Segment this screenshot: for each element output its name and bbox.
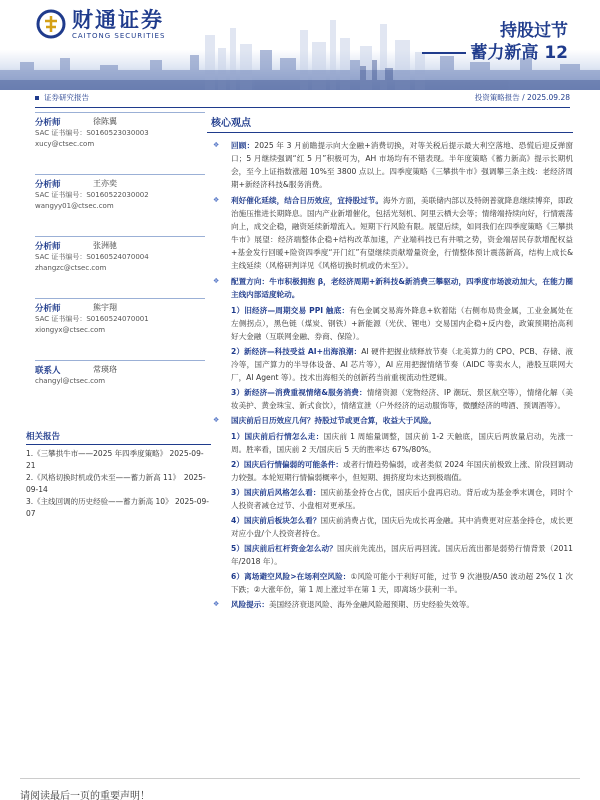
analyst-card <box>35 112 205 166</box>
sub-item-text: 国庆前先流出，国庆后再回流。国庆后流出都是弱势行情背景（2011 年/2018 年）。 <box>231 544 573 566</box>
core-views-title: 核心观点 <box>207 112 573 133</box>
related-report-item[interactable]: 1.《三攀拱牛市——2025 年四季度策略》 2025-09-21 <box>26 449 204 470</box>
report-title-line2-text: 蓄力新高 12 <box>470 43 568 63</box>
meta-row <box>35 92 570 106</box>
diamond-bullet-icon: ❖ <box>213 196 220 204</box>
paragraph-text: 2025 年 3 月前瞻提示向大金融+消费切换，对等关税后提示最大利空落地、恐慌后迎反弹窗口；5 月继续强调“红 5 月”积极可为，AH 市场均有不错表现。半年度策略《蓄力新高》提示长期机会，至今上证指数涨超 10%至 3800 点以上。四季度策略《三攀拱牛市》强调攀三条主线：老经济周期+新经济科技&服务消费。 <box>231 141 573 189</box>
core-paragraph <box>207 139 573 191</box>
analyst-role: 分析师 <box>35 118 61 128</box>
analyst-role: 分析师 <box>35 180 61 190</box>
paragraph-lead: 回顾： <box>231 141 255 150</box>
page-header <box>0 0 600 90</box>
sub-item <box>207 486 573 512</box>
sub-item-text: 有色金属交易海外降息+软着陆（右侧布局贵金属，工业金属处在左侧拐点），黑色链（煤炭、钢铁）+新能源（光伏、锂电）交易国内企稳+反内卷，政策预期抬高利好大金融（互联网金融、券商、保险）。 <box>231 306 573 341</box>
paragraph-lead: 利好催化延续，结合日历效应，宜持股过节。 <box>231 196 384 205</box>
sub-item-text: 国庆前消费占优，国庆后先成长再金融。其中消费更对应基金持仓，成长更对应小盘/个人投资者持仓。 <box>231 516 573 538</box>
header-divider <box>35 107 570 108</box>
sub-item <box>207 386 573 412</box>
square-bullet-icon <box>35 96 39 100</box>
diamond-bullet-icon: ❖ <box>213 277 220 285</box>
sub-item-lead: 2）国庆后行情偏弱的可能条件： <box>231 460 344 469</box>
sub-item-text: ①风险可能小于利好可能，过节 9 次港股/A50 波动超 2%仅 1 次下跌；②大涨年份，第 1 周上涨过半在第 1 天，即离场少获利一半。 <box>231 572 573 594</box>
sub-item-lead: 3）国庆前后风格怎么看： <box>231 488 321 497</box>
analyst-email[interactable]: xucy@ctsec.com <box>35 140 95 148</box>
paragraph-text: 海外方面，美联储内部以及特朗普就降息继续博弈，即政治施压推进长期降息。国内产业新增催化，包括光刻机、阿里云栖大会等；情绪端持续向好，行情震荡向上，成交企稳，融资延续新增流入。短期下行风险有限。展望后续，如同我们在四季度策略《三攀拱牛市》展望：经济端整体企稳+结构改革加速，产业端科技已有井喷之势，资金端居民存款增配权益+基金发行回暖+险资四季度“开门红”有望继续贡献增量资金，行情整体预计震荡新高，结构上成长&主线延续（风格研判详见《风格切换时机或仍未至》）。 <box>231 196 574 270</box>
analyst-cert: SAC 证书编号：S0160523030003 <box>35 129 149 137</box>
contact-email[interactable]: changyl@ctsec.com <box>35 377 106 385</box>
sub-item-lead: 4）国庆前后板块怎么看？ <box>231 516 321 525</box>
analyst-role: 分析师 <box>35 304 61 314</box>
analyst-role: 分析师 <box>35 242 61 252</box>
sub-item-lead: 1）国庆前后行情怎么走： <box>231 432 324 441</box>
brand-logo <box>36 8 165 40</box>
report-title-line2 <box>422 42 568 64</box>
sub-item-lead: 3）新经济—消费重视情绪&服务消费： <box>231 388 367 397</box>
report-category-text: 证券研究报告 <box>44 93 89 102</box>
diamond-bullet-icon: ❖ <box>213 141 220 149</box>
analyst-name: 熊宇翔 <box>93 303 117 312</box>
analyst-email[interactable]: wangyy01@ctsec.com <box>35 202 114 210</box>
sub-item-text: 国庆前 1 周缩量调整，国庆前 1-2 天触底，国庆后两放量启动，先涨一周。胜率看，国庆前 2 天/国庆后 5 天的胜率达 67%/80%。 <box>231 432 573 454</box>
contact-card <box>35 360 205 394</box>
contact-name: 常瑛珞 <box>93 365 117 374</box>
report-title <box>422 20 568 64</box>
analyst-name: 徐陈翼 <box>93 117 117 126</box>
core-paragraph <box>207 275 573 301</box>
page-footer <box>20 778 580 800</box>
analyst-email[interactable]: xiongyx@ctsec.com <box>35 326 106 334</box>
sub-item-text: 情绪资源（宠物经济、IP 潮玩、景区航空等），情绪化解（美妆美护、黄金珠宝、新式食饮），情绪宣泄（户外经济的运动服饰等，微醺经济的啤酒、预调酒等）。 <box>231 388 573 410</box>
paragraph-lead: 国庆前后日历效应几何？持股过节或更合算，收益大于风险。 <box>231 416 437 425</box>
related-reports <box>26 430 211 520</box>
analyst-sidebar <box>35 112 205 394</box>
analyst-cert: SAC 证书编号：S0160524070001 <box>35 315 149 323</box>
analyst-card <box>35 298 205 352</box>
related-report-item[interactable]: 3.《主线回调的历史经验——蓄力新高 10》 2025-09-07 <box>26 497 210 518</box>
report-title-line1: 持股过节 <box>500 21 568 41</box>
risk-lead: 风险提示： <box>231 600 269 609</box>
analyst-card <box>35 236 205 290</box>
sub-item-text: 国庆前基金持仓占优，国庆后小盘再启动。背后或为基金季末调仓，同时个人投资者减仓过节、小盘相对更承压。 <box>231 488 573 510</box>
sub-item <box>207 542 573 568</box>
report-type-date: 投资策略报告 / 2025.09.28 <box>474 93 570 102</box>
sub-item <box>207 430 573 456</box>
sub-item <box>207 514 573 540</box>
sub-item <box>207 458 573 484</box>
related-reports-title: 相关报告 <box>26 430 211 445</box>
sub-item-lead: 6）离场避空风险>在场利空风险： <box>231 572 351 581</box>
sub-item <box>207 570 573 596</box>
sub-item-lead: 2）新经济—科技受益 AI+出海浪潮： <box>231 347 362 356</box>
analyst-email[interactable]: zhangzc@ctsec.com <box>35 264 107 272</box>
title-dash <box>422 52 466 54</box>
brand-name-en: CAITONG SECURITIES <box>72 32 166 40</box>
diamond-bullet-icon: ❖ <box>213 600 220 608</box>
report-category <box>35 92 89 103</box>
paragraph-lead: 配置方向：牛市积极拥抱 β，老经济周期+新科技&新消费三攀驱动，四季度市场波动加大，在能力圈主线内部适度轮动。 <box>231 277 573 299</box>
analyst-card <box>35 174 205 228</box>
diamond-bullet-icon: ❖ <box>213 416 220 424</box>
brand-name-cn: 财通证券 <box>72 8 164 32</box>
sub-item-text: AI 硬件把握业绩释放节奏（北美算力的 CPO、PCB、存储、液冷等，国产算力的半导体设备、AI 芯片等），AI 应用把握情绪节奏（AIDC 等卖水人，港股互联网大厂，AI Agent 等）。技术出海相关的创新药当前重视流动性逻辑。 <box>231 347 573 382</box>
risk-paragraph <box>207 598 573 611</box>
analyst-cert: SAC 证书编号：S0160524070004 <box>35 253 149 261</box>
sub-item-text: 或者行情趋势偏弱，或者类似 2024 年国庆前极致上涨、阶段回调动力较强。本轮短期行情偏弱概率小，但短期、拥挤度均未达到极端值。 <box>231 460 573 482</box>
analyst-name: 王亦奕 <box>93 179 117 188</box>
sub-item-lead: 1）旧经济—周期交易 PPI 触底： <box>231 306 350 315</box>
footer-divider <box>20 778 580 779</box>
caitong-logo-icon <box>36 9 66 39</box>
contact-role: 联系人 <box>35 366 61 376</box>
sub-item <box>207 345 573 384</box>
sub-item-lead: 5）国庆前后杠杆资金怎么动？ <box>231 544 338 553</box>
risk-text: 美国经济衰退风险、海外金融风险超预期、历史经验失效等。 <box>268 600 474 609</box>
core-paragraph <box>207 414 573 427</box>
related-report-item[interactable]: 2.《风格切换时机或仍未至——蓄力新高 11》 2025-09-14 <box>26 473 206 494</box>
footer-disclaimer: 请阅读最后一页的重要声明！ <box>20 791 150 800</box>
core-views <box>207 112 573 614</box>
analyst-name: 张洲驰 <box>93 241 117 250</box>
sub-item <box>207 304 573 343</box>
core-paragraph <box>207 194 573 272</box>
analyst-cert: SAC 证书编号：S0160522030002 <box>35 191 149 199</box>
